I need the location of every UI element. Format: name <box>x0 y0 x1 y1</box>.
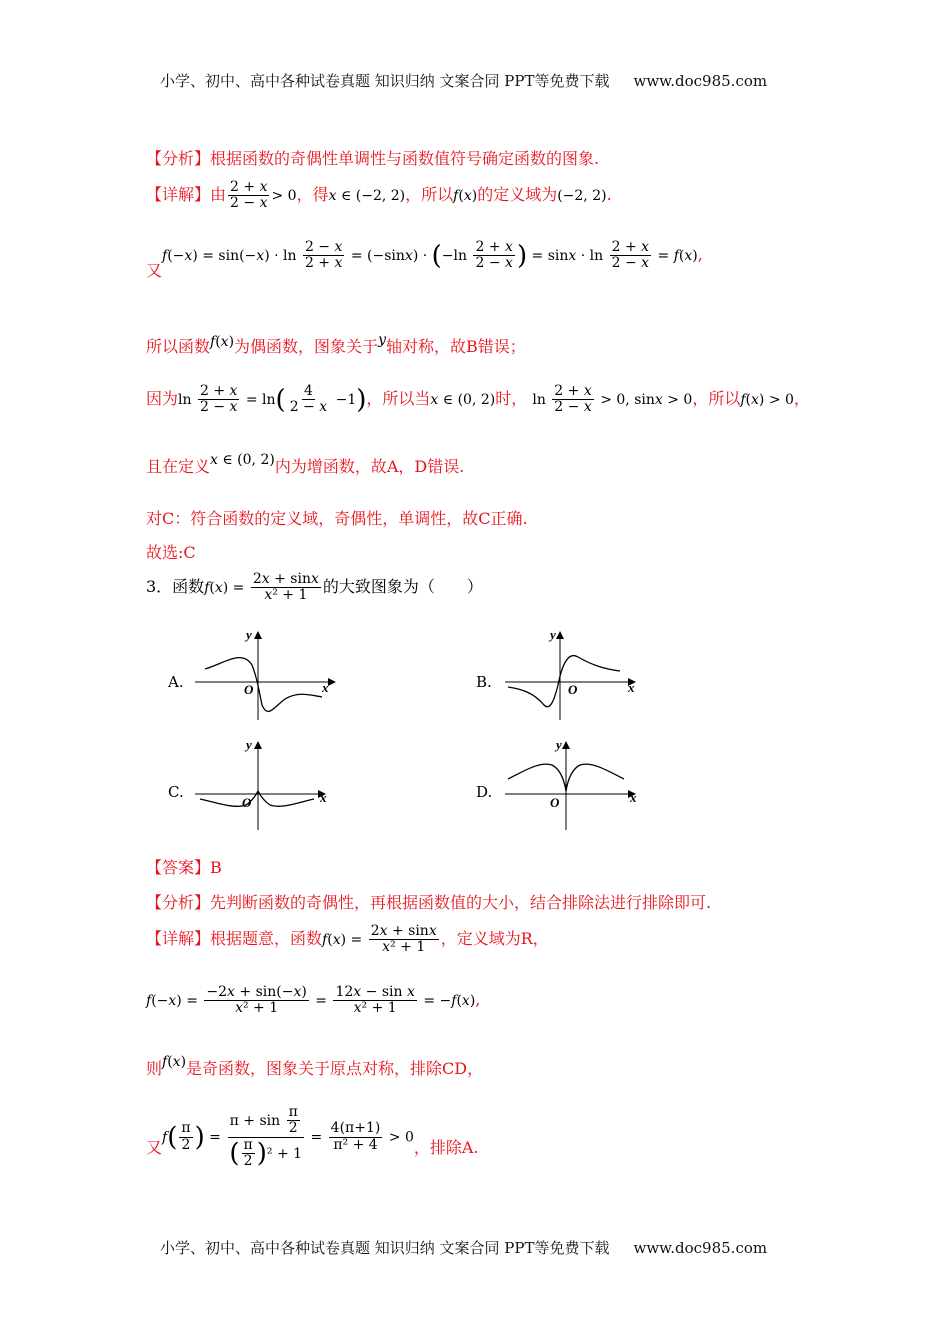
svg-text:y: y <box>246 737 252 752</box>
svg-text:O: O <box>242 795 252 810</box>
q2-detail-line1: 【详解】由 $\frac{2 + x}{2 - x}$ > 0，得x ∈ (−2, 2)，所以f(x)的定义域为(−2, 2). <box>146 179 612 212</box>
footer-url[interactable]: www.doc985.com <box>633 1239 768 1257</box>
svg-text:O: O <box>550 795 560 810</box>
svg-text:x: x <box>322 680 329 695</box>
svg-text:y: y <box>556 737 562 752</box>
q3-detail-line3: 则f(x)是奇函数，图象关于原点对称，排除CD， <box>146 1054 484 1078</box>
q2-detail-line4: 因为ln $\frac{2 + x}{2 - x}$ = ln( $\frac{4}{2 - x}$ −1)，所以当x ∈ (0, 2)时， ln $\frac{2 + x}{2 - x}$ > 0, sinx > 0，所以f(x) > 0， <box>146 383 810 416</box>
option-a-graph[interactable] <box>190 625 340 725</box>
svg-text:y: y <box>550 627 556 642</box>
option-d-label[interactable]: D. <box>476 783 493 801</box>
q2-conclusion: 故选:C <box>146 543 196 562</box>
page-footer <box>160 1237 767 1258</box>
option-b-label[interactable]: B. <box>476 673 492 691</box>
svg-text:x: x <box>320 790 327 805</box>
option-a-label[interactable]: A. <box>168 673 184 691</box>
q3-stem: 3．函数f(x) = $\frac{2x + \sin x}{\text{x² + 1}}$ 的大致图象为（ ） <box>146 571 483 604</box>
q2-detail-line6: 对C：符合函数的定义域，奇偶性，单调性，故C正确. <box>146 509 528 528</box>
header-url[interactable]: www.doc985.com <box>633 72 768 90</box>
svg-text:x: x <box>628 680 635 695</box>
svg-text:y: y <box>246 627 252 642</box>
option-c-graph[interactable] <box>190 735 340 835</box>
page-header <box>160 70 767 91</box>
option-c-label[interactable]: C. <box>168 783 184 801</box>
q3-detail-line1: 【详解】根据题意，函数f(x) = $\frac{2x + \sin x}{\text{x² + 1}}$ ，定义域为R， <box>146 923 549 956</box>
footer-text: 小学、初中、高中各种试卷真题 知识归纳 文案合同 PPT等免费下载 <box>160 1239 610 1257</box>
option-b-graph[interactable] <box>500 625 650 725</box>
svg-text:x: x <box>630 790 637 805</box>
option-d-graph[interactable] <box>500 735 650 835</box>
q2-analysis: 【分析】根据函数的奇偶性单调性与函数值符号确定函数的图象. <box>146 149 600 168</box>
q3-answer: 【答案】B <box>146 858 222 877</box>
q2-detail-line2: 又f(−x) = sin(−x) · ln $\frac{2 - x}{2 + x}$ = (−sinx) · (−ln $\frac{2 + x}{2 - x}$ ) = sinx · ln $\frac{2 + x}{2 - x}$ = f(x), <box>146 239 703 280</box>
q2-detail-line3: 所以函数f(x)为偶函数，图象关于y轴对称，故B错误； <box>146 332 526 356</box>
header-text: 小学、初中、高中各种试卷真题 知识归纳 文案合同 PPT等免费下载 <box>160 72 610 90</box>
q2-detail-line5: 且在定义x ∈ (0, 2)内为增函数，故A，D错误. <box>146 452 465 476</box>
q3-detail-line2: f(−x) = $\frac{-2x + \sin(-x)}{\text{x² + 1}}$ = $\frac{\text{12x − sin x}}{\text{x² + 1}}$ = −f(x), <box>146 984 481 1017</box>
q3-detail-line4: 又f( $\frac{\pi}{2}$ ) = π + sin $\frac{\pi}{2}$ ( $\frac{\pi}{2}$ )² + 1 = $\frac{4(\pi+1)}{\text{π² + 4}}$ > 0，排除A. <box>146 1104 479 1170</box>
svg-text:O: O <box>568 682 578 697</box>
svg-text:O: O <box>244 682 254 697</box>
q3-analysis: 【分析】先判断函数的奇偶性，再根据函数值的大小，结合排除法进行排除即可. <box>146 893 712 912</box>
